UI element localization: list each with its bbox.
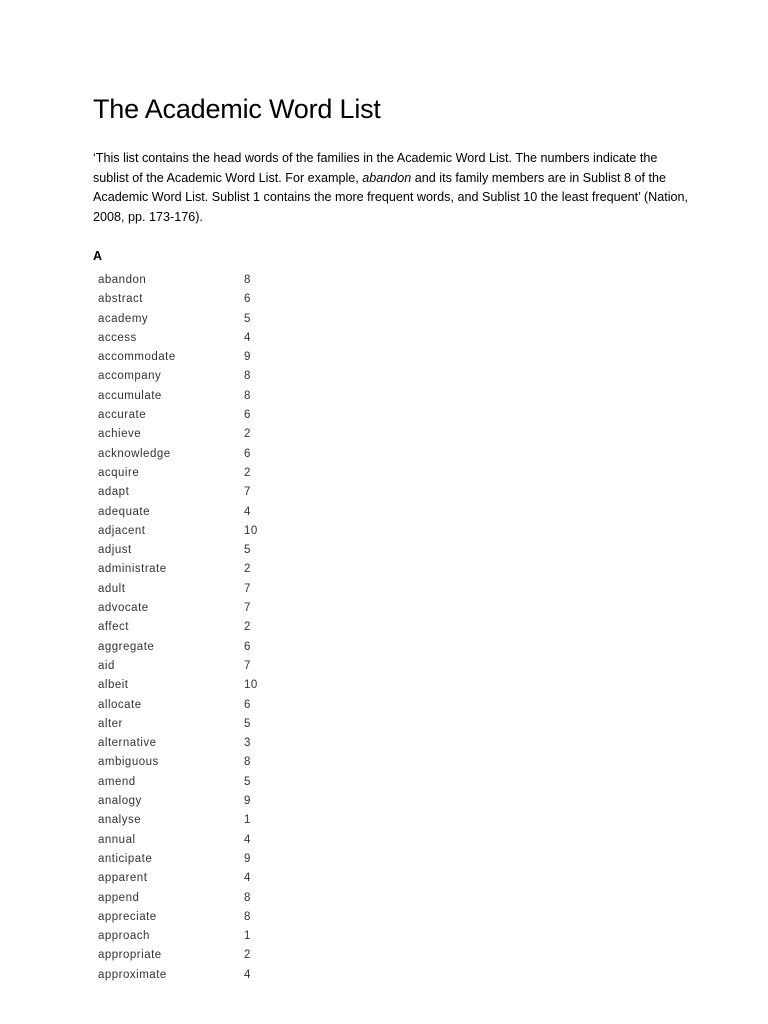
headword: administrate — [98, 563, 167, 576]
headword: abandon — [98, 274, 147, 286]
sublist-number: 8 — [244, 910, 251, 923]
list-item — [98, 310, 398, 329]
sublist-number: 2 — [244, 949, 251, 962]
sublist-number: 7 — [244, 602, 251, 615]
headword: annual — [98, 833, 136, 846]
headword: amend — [98, 775, 136, 788]
sublist-number: 9 — [244, 852, 251, 865]
list-item — [98, 464, 398, 483]
headword: acknowledge — [98, 447, 171, 460]
sublist-number: 6 — [244, 640, 251, 653]
headword: adult — [98, 582, 126, 595]
headword: analogy — [98, 795, 142, 808]
intro-example-word: abandon — [362, 170, 412, 185]
headword: alter — [98, 717, 123, 730]
headword: approximate — [98, 968, 167, 981]
sublist-number: 1 — [244, 814, 251, 827]
sublist-number: 9 — [244, 351, 251, 364]
list-item — [98, 599, 398, 618]
sublist-number: 8 — [244, 891, 251, 904]
headword: advocate — [98, 602, 149, 615]
intro-text-part1: ‘This list contains the head words of the families in the Academic Word List. The numbers indicate the sublist of the Academic Word List. For example, — [93, 151, 658, 185]
headword: acquire — [98, 466, 140, 479]
sublist-number: 8 — [244, 274, 251, 286]
list-item — [98, 445, 398, 464]
list-item — [98, 348, 398, 367]
sublist-number: 4 — [244, 331, 251, 344]
sublist-number: 5 — [244, 775, 251, 788]
headword: aid — [98, 659, 115, 672]
headword: affect — [98, 621, 129, 634]
list-item — [98, 946, 398, 965]
list-item — [98, 676, 398, 695]
sublist-number: 7 — [244, 582, 251, 595]
list-item — [98, 734, 398, 753]
sublist-number: 7 — [244, 659, 251, 672]
list-item — [98, 831, 398, 850]
list-item — [98, 696, 398, 715]
intro-paragraph — [93, 149, 693, 227]
sublist-number: 8 — [244, 370, 251, 383]
section-heading-letter: A — [93, 249, 103, 263]
page-title: The Academic Word List — [93, 94, 381, 124]
list-item — [98, 773, 398, 792]
list-item — [98, 406, 398, 425]
headword: academy — [98, 312, 149, 325]
headword: access — [98, 331, 137, 344]
headword: aggregate — [98, 640, 155, 653]
sublist-number: 6 — [244, 698, 251, 711]
list-item — [98, 425, 398, 444]
list-item — [98, 503, 398, 522]
sublist-number: 2 — [244, 563, 251, 576]
list-item — [98, 792, 398, 811]
headword: appreciate — [98, 910, 157, 923]
list-item — [98, 638, 398, 657]
list-item — [98, 541, 398, 560]
list-item — [98, 753, 398, 772]
sublist-number: 2 — [244, 428, 251, 441]
headword: accommodate — [98, 351, 176, 364]
list-item — [98, 290, 398, 309]
list-item — [98, 908, 398, 927]
list-item — [98, 618, 398, 637]
headword: abstract — [98, 293, 143, 306]
sublist-number: 10 — [244, 524, 258, 537]
sublist-number: 2 — [244, 621, 251, 634]
list-item — [98, 271, 398, 290]
headword: adapt — [98, 486, 130, 499]
sublist-number: 6 — [244, 409, 251, 422]
headword: albeit — [98, 679, 129, 692]
headword: accurate — [98, 409, 147, 422]
headword: anticipate — [98, 852, 153, 865]
headword: alternative — [98, 737, 157, 750]
list-item — [98, 715, 398, 734]
sublist-number: 8 — [244, 756, 251, 769]
list-item — [98, 329, 398, 348]
list-item — [98, 811, 398, 830]
headword: append — [98, 891, 140, 904]
headword: adjust — [98, 544, 132, 557]
headword: adjacent — [98, 524, 146, 537]
headword: adequate — [98, 505, 150, 518]
sublist-number: 1 — [244, 930, 251, 943]
list-item — [98, 869, 398, 888]
list-item — [98, 522, 398, 541]
sublist-number: 10 — [244, 679, 258, 692]
sublist-number: 5 — [244, 544, 251, 557]
headword: accumulate — [98, 389, 162, 402]
word-list — [98, 271, 398, 985]
sublist-number: 4 — [244, 872, 251, 885]
list-item — [98, 889, 398, 908]
sublist-number: 6 — [244, 293, 251, 306]
list-item — [98, 657, 398, 676]
list-item — [98, 927, 398, 946]
headword: ambiguous — [98, 756, 159, 769]
sublist-number: 3 — [244, 737, 251, 750]
headword: apparent — [98, 872, 148, 885]
list-item — [98, 966, 398, 985]
sublist-number: 7 — [244, 486, 251, 499]
list-item — [98, 560, 398, 579]
headword: allocate — [98, 698, 142, 711]
list-item — [98, 367, 398, 386]
headword: analyse — [98, 814, 142, 827]
list-item — [98, 483, 398, 502]
headword: appropriate — [98, 949, 162, 962]
list-item — [98, 850, 398, 869]
headword: approach — [98, 930, 150, 943]
sublist-number: 4 — [244, 968, 251, 981]
sublist-number: 5 — [244, 312, 251, 325]
list-item — [98, 580, 398, 599]
sublist-number: 5 — [244, 717, 251, 730]
headword: accompany — [98, 370, 162, 383]
sublist-number: 9 — [244, 795, 251, 808]
sublist-number: 8 — [244, 389, 251, 402]
sublist-number: 4 — [244, 833, 251, 846]
sublist-number: 4 — [244, 505, 251, 518]
list-item — [98, 387, 398, 406]
sublist-number: 6 — [244, 447, 251, 460]
sublist-number: 2 — [244, 466, 251, 479]
intro-text-part2: and its family members are in Sublist 8 of the Academic Word List. Sublist 1 contains the more frequent words, and Sublist 10 the least frequent’ (Nation, 2008, pp. 173-176). — [93, 170, 689, 224]
headword: achieve — [98, 428, 142, 441]
